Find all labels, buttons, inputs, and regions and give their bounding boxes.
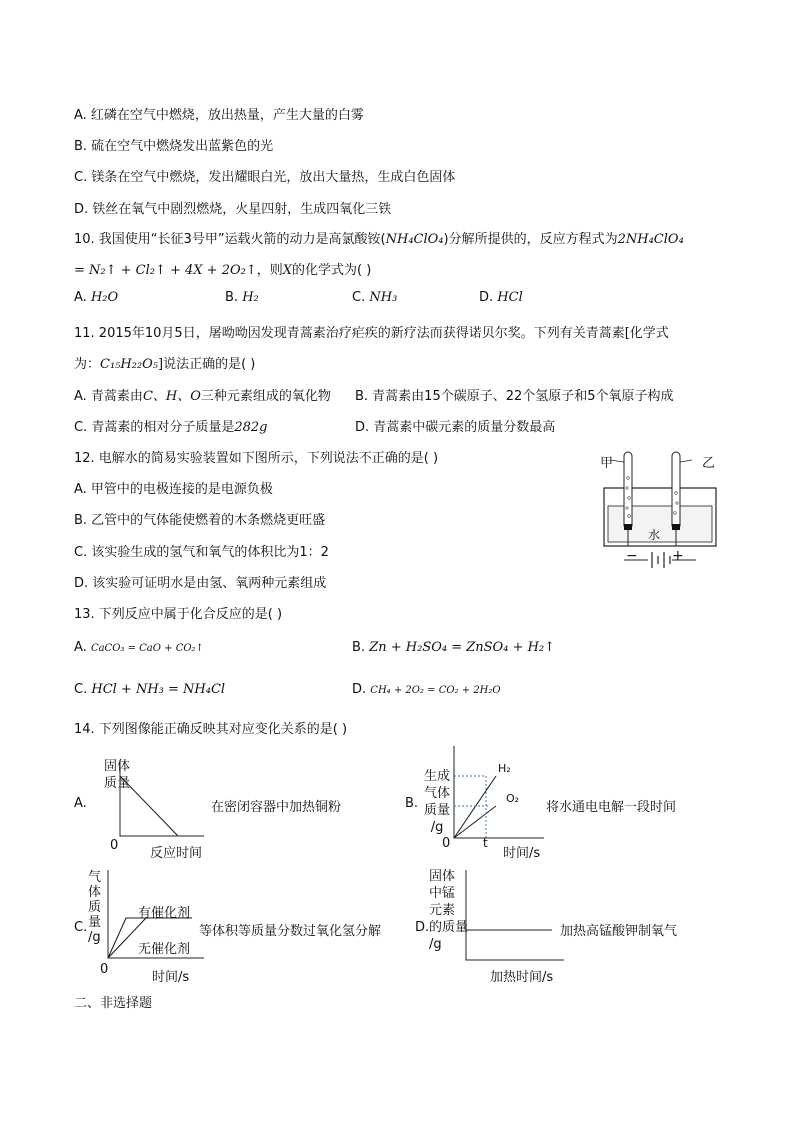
q14-c-origin: 0	[100, 962, 109, 977]
section-2-heading: 二、非选择题	[74, 996, 153, 1011]
q10-formula-products: = N₂↑ + Cl₂↑ + 4X + 2O₂↑	[74, 263, 257, 278]
q10-option-d	[479, 290, 523, 305]
q14-d-xlabel: 加热时间/s	[490, 970, 554, 985]
q14-d-letter: D.	[415, 920, 430, 935]
q9-option-c: C. 镁条在空气中燃烧，发出耀眼白光，放出大量热，生成白色固体	[74, 170, 456, 185]
ylabel-part: 固体	[429, 869, 456, 884]
ylabel-part: 气体	[424, 786, 451, 801]
q14-d-desc: 加热高锰酸钾制氧气	[560, 924, 678, 939]
q10-option-a	[74, 290, 118, 305]
q14-c-xlabel: 时间/s	[152, 970, 190, 985]
q14-b-xtick: t	[483, 836, 488, 850]
q13-option-b-formula: Zn + H₂SO₄ = ZnSO₄ + H₂↑	[369, 640, 556, 655]
q10-option-value: H₂O	[90, 290, 119, 305]
q10-stem-line2	[74, 259, 371, 278]
q11-formula: C₁₅H₂₂O₅	[100, 357, 159, 372]
q10-option-letter: B.	[225, 290, 239, 305]
q10-text-4: 的化学式为( )	[292, 263, 372, 278]
q13-option-c-formula: HCl + NH₃ = NH₄Cl	[91, 682, 226, 697]
q14-a-xlabel: 反应时间	[150, 846, 203, 861]
q10-option-value: HCl	[497, 290, 523, 305]
q14-c-letter: C.	[74, 920, 88, 935]
ylabel-part: 气	[88, 870, 102, 885]
ylabel-part: 体	[88, 885, 102, 900]
q13-option-letter: C.	[74, 682, 88, 697]
q10-option-value: NH₃	[369, 290, 398, 305]
q10-text-3: ，则	[256, 263, 283, 278]
q14-graph-d	[460, 866, 570, 970]
q14-a-ylabel	[104, 758, 130, 792]
q14-b-h2: H₂	[498, 762, 511, 775]
q13-option-letter: D.	[352, 682, 367, 697]
graph-d-axes	[466, 870, 564, 960]
q11-option-a-formula: C、H、O	[142, 389, 201, 404]
ylabel-part: /g	[88, 930, 101, 945]
battery-icon	[652, 552, 670, 568]
q12-option-b: B. 乙管中的气体能使燃着的木条燃烧更旺盛	[74, 513, 326, 528]
q13-option-a-formula: CaCO₃ = CaO + CO₂↑	[90, 643, 204, 654]
ylabel-part: 质量	[104, 776, 131, 791]
tube-yi	[672, 452, 680, 526]
q11-option-c	[74, 416, 267, 435]
q11-option-b: B. 青蒿素由15个碳原子、22个氢原子和5个氧原子构成	[355, 389, 674, 404]
q11-option-a-text-2: 三种元素组成的氧化物	[200, 389, 331, 404]
q13-option-b	[352, 640, 555, 655]
q10-stem-line1	[74, 228, 684, 247]
q13-option-letter: B.	[352, 640, 366, 655]
ylabel-part: /g	[430, 820, 444, 835]
q11-text: 为：	[74, 357, 101, 372]
q13-option-c	[74, 682, 225, 697]
ylabel-part: 量	[88, 915, 102, 930]
q10-option-b	[225, 290, 259, 305]
q11-text-2: ]说法正确的是( )	[158, 357, 256, 372]
q12-option-d: D. 该实验可证明水是由氢、氧两种元素组成	[74, 576, 327, 591]
q9-option-d: D. 铁丝在氧气中剧烈燃烧，火星四射，生成四氧化三铁	[74, 202, 392, 217]
q11-stem-line2	[74, 353, 255, 372]
q14-b-desc: 将水通电电解一段时间	[546, 800, 677, 815]
ylabel-part: 的质量	[429, 920, 469, 935]
q14-c-desc: 等体积等质量分数过氧化氢分解	[199, 924, 382, 939]
q10-option-letter: C.	[352, 290, 366, 305]
fig-label-jia: 甲	[600, 456, 614, 471]
q13-option-d-formula: CH₄ + 2O₂ = CO₂ + 2H₂O	[370, 685, 501, 696]
q14-c-nocatalyst: 无催化剂	[138, 942, 191, 957]
q10-option-letter: D.	[479, 290, 494, 305]
q10-text: 10. 我国使用“长征3号甲”运载火箭的动力是高氯酸铵(	[74, 232, 386, 247]
q14-b-letter: B.	[405, 796, 419, 811]
fig-label-plus: +	[672, 548, 684, 564]
q11-option-a-text: A. 青蒿素由	[74, 389, 143, 404]
fig-label-yi: 乙	[702, 456, 716, 471]
fig-label-water: 水	[648, 528, 661, 542]
q14-b-ylabel	[424, 768, 450, 836]
q9-option-b: B. 硫在空气中燃烧发出蓝紫色的光	[74, 139, 274, 154]
q10-option-value: H₂	[242, 290, 259, 305]
fig-label-minus: −	[626, 548, 638, 564]
ylabel-part: 元素	[429, 903, 456, 918]
graph-b-o2-line	[454, 806, 496, 838]
q11-option-a	[74, 385, 331, 404]
q14-c-catalyst: 有催化剂	[138, 906, 191, 921]
ylabel-part: 质	[88, 900, 102, 915]
q13-stem: 13. 下列反应中属于化合反应的是( )	[74, 607, 283, 622]
q14-a-origin: 0	[110, 838, 119, 853]
q14-b-xlabel: 时间/s	[503, 846, 541, 861]
q13-option-a	[74, 640, 204, 655]
q10-option-letter: A.	[74, 290, 87, 305]
q12-option-a: A. 甲管中的电极连接的是电源负极	[74, 482, 273, 497]
electrode-jia	[624, 524, 632, 530]
graph-b-guides	[454, 776, 488, 838]
ylabel-part: 中锰	[429, 886, 456, 901]
electrode-yi	[672, 524, 680, 530]
q14-a-desc: 在密闭容器中加热铜粉	[211, 800, 342, 815]
q13-option-d	[352, 682, 501, 697]
q10-formula-reactant: NH₄ClO₄	[385, 232, 444, 247]
ylabel-part: /g	[429, 937, 442, 952]
q10-formula-reactant-2: 2NH₄ClO₄	[617, 232, 684, 247]
q14-c-ylabel	[88, 870, 101, 945]
q11-stem-line1: 11. 2015年10月5日，屠呦呦因发现青蒿素治疗疟疾的新疗法而获得诺贝尔奖。下列有关青蒿素[化学式	[74, 326, 669, 341]
q11-option-d: D. 青蒿素中碳元素的质量分数最高	[355, 420, 556, 435]
q14-b-origin: 0	[442, 836, 451, 851]
ylabel-part: 质量	[424, 803, 451, 818]
q9-option-a: A. 红磷在空气中燃烧，放出热量，产生大量的白雾	[74, 108, 364, 123]
graph-a-axes	[120, 760, 204, 836]
q12-option-c: C. 该实验生成的氢气和氧气的体积比为1：2	[74, 545, 329, 560]
ylabel-part: 生成	[424, 769, 451, 784]
graph-b-h2-line	[454, 776, 496, 838]
q14-a-letter: A.	[74, 796, 87, 811]
q14-graph-b	[440, 742, 550, 852]
q10-var-x: X	[282, 263, 293, 278]
ylabel-part: 固体	[104, 759, 131, 774]
q12-stem: 12. 电解水的简易实验装置如下图所示，下列说法不正确的是( )	[74, 451, 439, 466]
q14-stem: 14. 下列图像能正确反映其对应变化关系的是( )	[74, 722, 348, 737]
q10-option-c	[352, 290, 397, 305]
q14-b-o2: O₂	[506, 792, 520, 805]
q11-option-c-text: C. 青蒿素的相对分子质量是	[74, 420, 235, 435]
q13-option-letter: A.	[74, 640, 87, 655]
q14-d-ylabel	[429, 868, 468, 953]
q10-text-2: )分解所提供的，反应方程式为	[443, 232, 618, 247]
graph-b-axes	[454, 746, 544, 838]
q11-option-c-formula: 282g	[234, 420, 268, 435]
